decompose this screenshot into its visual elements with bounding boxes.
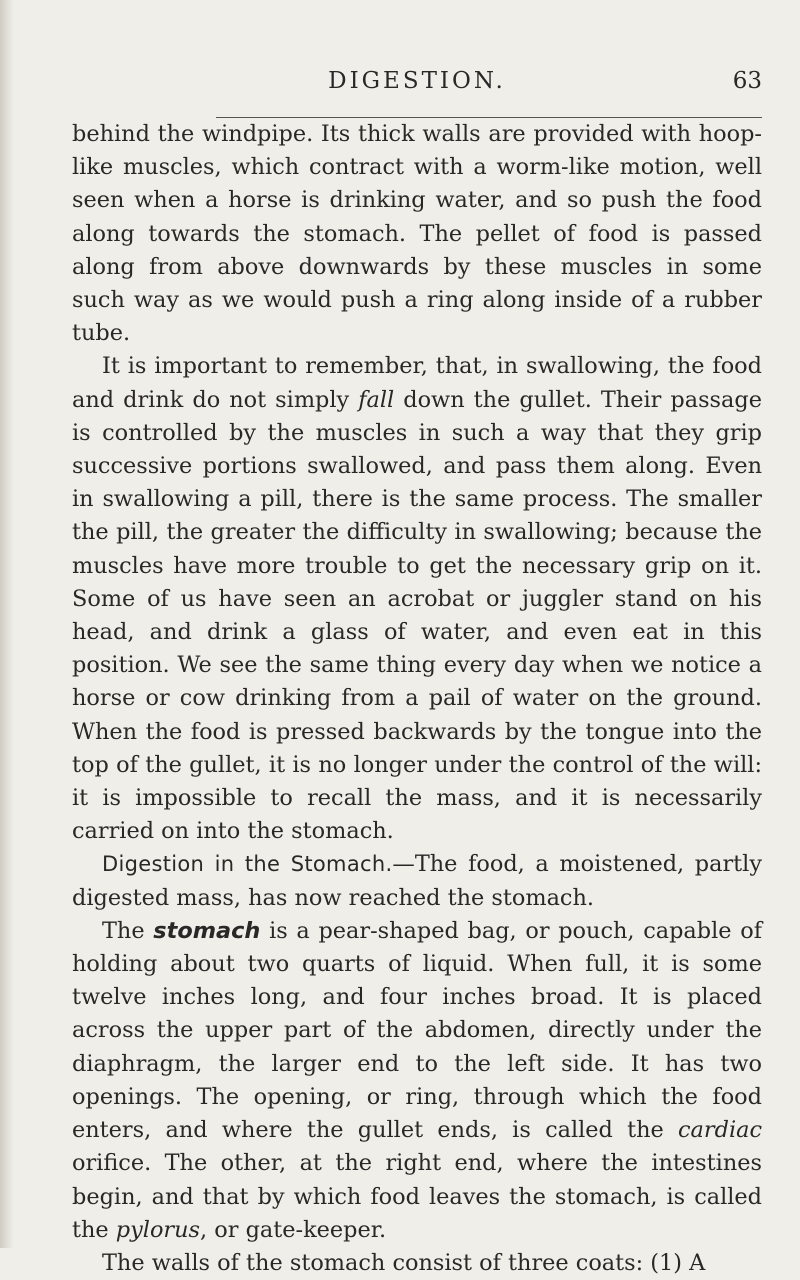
binding-edge bbox=[0, 0, 14, 1248]
paragraph-5 bbox=[72, 1247, 762, 1280]
running-head bbox=[72, 62, 762, 102]
term-stomach: stomach bbox=[153, 917, 261, 944]
term-cardiac: cardiac bbox=[678, 1117, 762, 1144]
paragraph-3-text: —The food, a moistened, partly digested mass, has now reached the stomach. bbox=[72, 851, 762, 911]
section-heading: Digestion in the Stomach. bbox=[102, 852, 393, 877]
paragraph-5-text: The walls of the stomach consist of three coats: (1) A bbox=[102, 1249, 706, 1276]
term-pylorus: pylorus bbox=[115, 1216, 201, 1243]
book-page bbox=[72, 0, 762, 1276]
page-number: 63 bbox=[732, 68, 762, 94]
paragraph-4-text-b: is a pear-shaped bag, or pouch, capable of holding about two quarts of liquid. When full, it is some twelve inches long, and four inches broad. It is placed across the upper part of the abdomen, directly under the diaphragm, the larger end to the left side. It has two openings. The opening, or ring, through which the food enters, and where the gullet ends, is called the bbox=[72, 917, 762, 1144]
paragraph-2-text-b: down the gullet. Their passage is controlled by the muscles in such a way that they grip successive portions swallowed, and pass them along. Even in swallowing a pill, there is the same process. The smaller the pill, the greater the difficulty in swallowing; because the muscles have more trouble to get the necessary grip on it. Some of us have seen an acrobat or juggler stand on his head, and drink a glass of water, and even eat in this position. We see the same thing every day when we notice a horse or cow drinking from a pail of water on the ground. When the food is pressed backwards by the tongue into the top of the gullet, it is no longer under the control of the will: it is impossible to recall the mass, and it is necessarily carried on into the stomach. bbox=[72, 386, 762, 845]
paragraph-2 bbox=[72, 350, 762, 848]
body-text bbox=[72, 118, 762, 1280]
paragraph-1 bbox=[72, 118, 762, 350]
paragraph-4-text-a: The bbox=[102, 917, 154, 944]
emphasis-fall: fall bbox=[358, 386, 395, 413]
paragraph-1-text: behind the windpipe. Its thick walls are provided with hoop-like muscles, which contract with a worm-like motion, well seen when a horse is drinking water, and so push the food along towards the stomach. The pellet of food is passed along from above downwards by these muscles in some such way as we would push a ring along inside of a rubber tube. bbox=[72, 121, 762, 347]
paragraph-4 bbox=[72, 915, 762, 1247]
running-title: DIGESTION. bbox=[328, 68, 506, 94]
paragraph-4-text-c: orifice. The other, at the right end, where the intestines begin, and that by which food leaves the stomach, is called the bbox=[72, 1150, 762, 1243]
paragraph-2-text-a: It is important to remember, that, in swallowing, the food and drink do not simply bbox=[72, 353, 762, 413]
paragraph-3 bbox=[72, 848, 762, 914]
paragraph-4-text-d: , or gate-keeper. bbox=[200, 1216, 387, 1243]
